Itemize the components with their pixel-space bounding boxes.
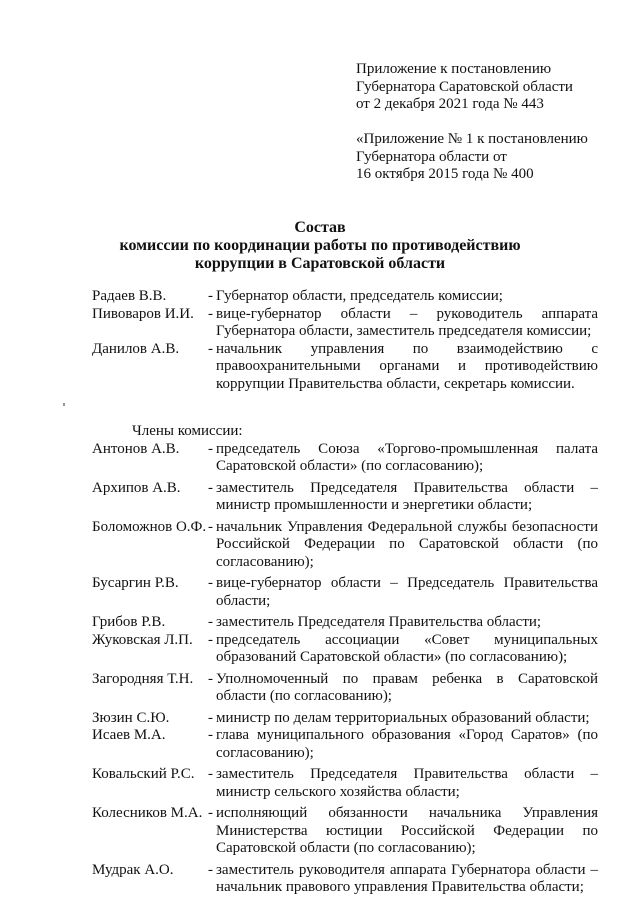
document-title — [0, 219, 640, 273]
member-name: Колесников М.А. — [92, 805, 203, 821]
dash: - — [208, 479, 213, 496]
title-line: коррупции в Саратовской области — [194, 255, 446, 272]
dash: - — [208, 305, 213, 322]
title-line: комиссии по координации работы по противодействию — [119, 237, 521, 254]
member-name: Архипов А.В. — [92, 479, 181, 496]
dash: - — [208, 670, 213, 687]
appendix-header-line: от 2 декабря 2021 года № 443 — [356, 96, 544, 112]
member-name: Грибов Р.В. — [92, 614, 166, 630]
member-role: заместитель руководителя аппарата Губернатора области – начальник правового управления Правительства области; — [216, 861, 598, 895]
member-name: Антонов А.В. — [92, 440, 180, 457]
member-name: Жуковская Л.П. — [92, 631, 193, 648]
appendix-header-line: Приложение к постановлению — [356, 61, 552, 77]
member-name: Исаев М.А. — [92, 727, 166, 743]
dash: - — [208, 440, 213, 457]
member-name: Боломожнов О.Ф. — [92, 518, 207, 535]
dash: - — [208, 288, 213, 304]
member-role: вице-губернатор области – Председатель Правительства области; — [216, 575, 598, 609]
member-name: Данилов А.В. — [92, 340, 180, 357]
member-role: исполняющий обязанности начальника Управления Министерства юстиции Российской Федерации по Саратовской области (по согласованию); — [216, 805, 598, 856]
member-role: начальник Управления Федеральной службы безопасности Российской Федерации по Саратовской области (по согласованию); — [216, 518, 598, 570]
appendix-header-line: Губернатора Саратовской области — [356, 78, 573, 95]
member-entry — [92, 632, 598, 667]
member-entry — [92, 710, 598, 728]
dash: - — [208, 340, 213, 357]
member-entry — [92, 575, 598, 610]
member-role: заместитель Председателя Правительства области – министр сельского хозяйства области; — [216, 766, 598, 800]
member-entry — [92, 519, 598, 572]
member-entry — [92, 805, 598, 858]
dash: - — [208, 861, 213, 878]
member-role: Губернатор области, председатель комиссии; — [216, 288, 503, 304]
member-role: глава муниципального образования «Город Саратов» (по согласованию); — [216, 727, 598, 761]
member-role: Уполномоченный по правам ребенка в Саратовской области (по согласованию); — [216, 670, 598, 704]
dash: - — [208, 805, 213, 821]
dash: - — [208, 766, 213, 782]
commission-list — [92, 288, 598, 897]
member-role: начальник управления по взаимодействию с правоохранительными органами и противодействию коррупции Правительства области, секретарь комиссии. — [216, 340, 598, 392]
member-name: Бусаргин Р.В. — [92, 575, 179, 591]
member-entry — [92, 862, 598, 897]
dash: - — [208, 614, 213, 630]
member-name: Зюзин С.Ю. — [92, 709, 170, 726]
member-entry — [92, 441, 598, 476]
member-role: председатель Союза «Торгово-промышленная палата Саратовской области» (по согласованию); — [216, 440, 598, 474]
members-section-label: Члены комиссии: — [132, 423, 243, 439]
member-entry — [92, 727, 598, 762]
dash: - — [208, 575, 213, 591]
member-entry — [92, 480, 598, 515]
member-role: заместитель Председателя Правительства области; — [216, 614, 542, 630]
member-role: заместитель Председателя Правительства области – министр промышленности и энергетики области; — [216, 479, 598, 513]
leadership-entry — [92, 341, 598, 394]
member-entry — [92, 766, 598, 801]
appendix-header — [356, 61, 573, 114]
member-name: Ковальский Р.С. — [92, 766, 195, 782]
member-role: председатель ассоциации «Совет муниципальных образований Саратовской области» (по согласованию); — [216, 631, 598, 665]
member-name: Радаев В.В. — [92, 288, 167, 304]
scan-artifact — [63, 403, 65, 406]
dash: - — [208, 727, 213, 743]
dash: - — [208, 518, 213, 535]
member-name: Мудрак А.О. — [92, 861, 174, 878]
member-entry — [92, 671, 598, 706]
dash: - — [208, 631, 213, 648]
leadership-entry — [92, 306, 598, 341]
member-name: Загородняя Т.Н. — [92, 670, 194, 687]
title-line: Состав — [294, 219, 346, 236]
member-role: вице-губернатор области – руководитель аппарата Губернатора области, заместитель председателя комиссии; — [216, 305, 598, 339]
member-name: Пивоваров И.И. — [92, 305, 194, 322]
leadership-entry — [92, 288, 598, 306]
dash: - — [208, 709, 213, 726]
reference-header-line: 16 октября 2015 года № 400 — [356, 166, 534, 182]
reference-header-line: Губернатора области от — [356, 148, 507, 165]
reference-header-line: «Приложение № 1 к постановлению — [356, 131, 588, 147]
reference-header — [356, 131, 588, 184]
member-entry — [92, 614, 598, 632]
member-role: министр по делам территориальных образований области; — [216, 709, 590, 726]
